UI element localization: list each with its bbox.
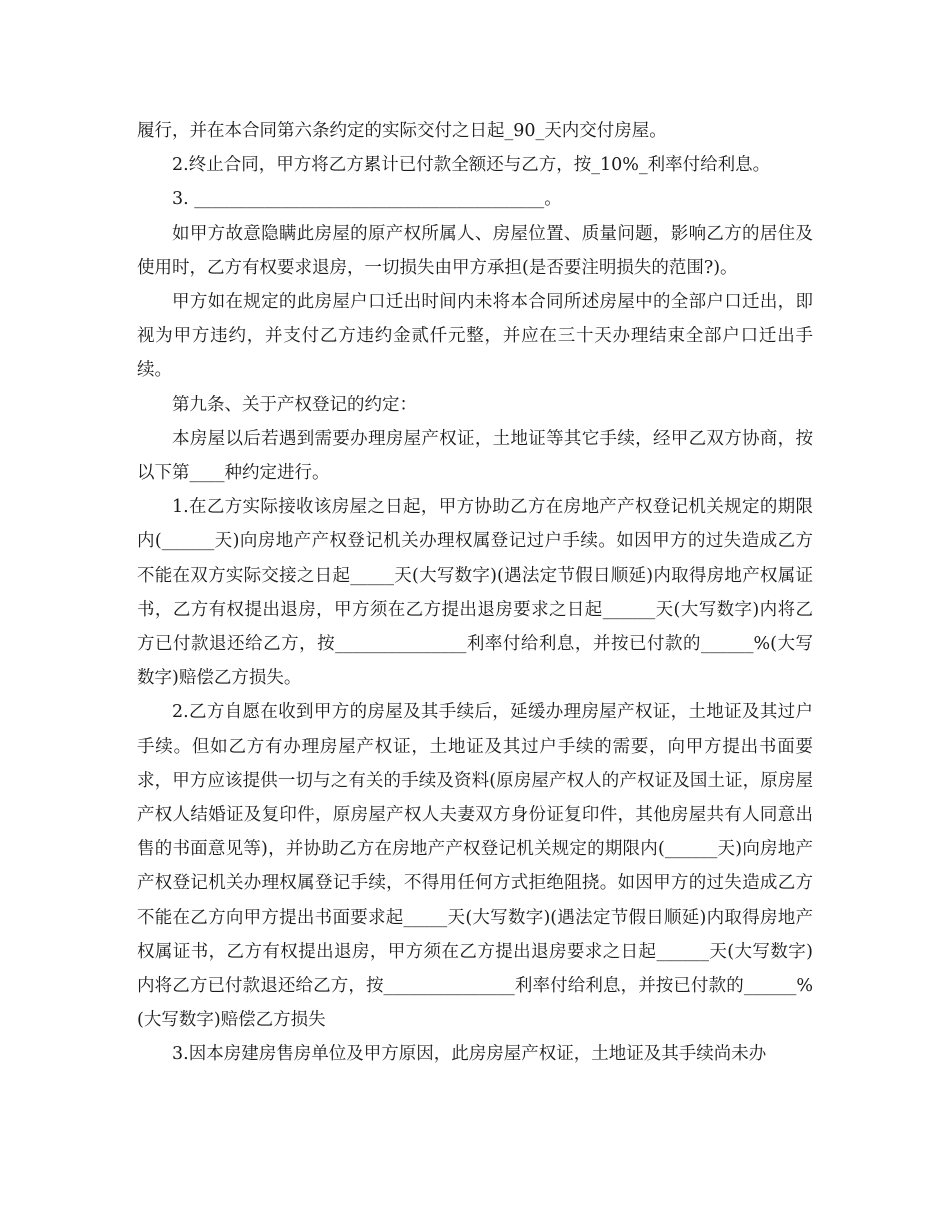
paragraph-2: 3. ________________________________________。 — [172, 189, 562, 210]
paragraph-0: 履行，并在本合同第六条约定的实际交付之日起_90_天内交付房屋。 — [137, 121, 667, 141]
paragraph-8: 2.乙方自愿在收到甲方的房屋及其手续后，延缓办理房屋产权证，土地证及其过户手续。但如乙方有办理房屋产权证，土地证及其过户手续的需要，向甲方提出书面要求，甲方应该提供一切与之有关的手续及资料(原房屋产权人的产权证及国土证，原房屋产权人结婚证及复印件，原房屋产权人夫妻双方身份证复印件，其他房屋共有人同意出售的书面意见等)，并协助乙方在房地产产权登记机关规定的期限内(______天)向房地产产权登记机关办理权属登记手续，不得用任何方式拒绝阻挠。如因甲方的过失造成乙方不能在乙方向甲方提出书面要求起_____天(大写数字)(遇法定节假日顺延)内取得房地产权属证书，乙方有权提出退房，甲方须在乙方提出退房要求之日起______天(大写数字)内将乙方已付款退还给乙方，按_______________利率付给利息，并按已付款的______%(大写数字)赔偿乙方损失 — [137, 702, 813, 1031]
paragraph-9: 3.因本房建房售房单位及甲方原因，此房房屋产权证，土地证及其手续尚未办 — [172, 1044, 767, 1065]
paragraph-7: 1.在乙方实际接收该房屋之日起，甲方协助乙方在房地产产权登记机关规定的期限内(______天)向房地产产权登记机关办理权属登记过户手续。如因甲方的过失造成乙方不能在双方实际交接之日起_____天(大写数字)(遇法定节假日顺延)内取得房地产权属证书，乙方有权提出退房，甲方须在乙方提出退房要求之日起______天(大写数字)内将乙方已付款退还给乙方，按_______________利率付给利息，并按已付款的______%(大写数字)赔偿乙方损失。 — [137, 497, 813, 689]
paragraph-1: 2.终止合同，甲方将乙方累计已付款全额还与乙方，按_10%_利率付给利息。 — [172, 155, 771, 176]
paragraph-5: 第九条、关于产权登记的约定： — [172, 394, 417, 415]
document-body — [137, 114, 813, 1072]
paragraph-4: 甲方如在规定的此房屋户口迁出时间内未将本合同所述房屋中的全部户口迁出，即视为甲方违约，并支付乙方违约金贰仟元整，并应在三十天办理结束全部户口迁出手续。 — [137, 292, 813, 381]
paragraph-6: 本房屋以后若遇到需要办理房屋产权证，土地证等其它手续，经甲乙双方协商，按以下第____种约定进行。 — [137, 428, 813, 484]
paragraph-3: 如甲方故意隐瞒此房屋的原产权所属人、房屋位置、质量问题，影响乙方的居住及使用时，乙方有权要求退房，一切损失由甲方承担(是否要注明损失的范围?)。 — [137, 223, 813, 278]
